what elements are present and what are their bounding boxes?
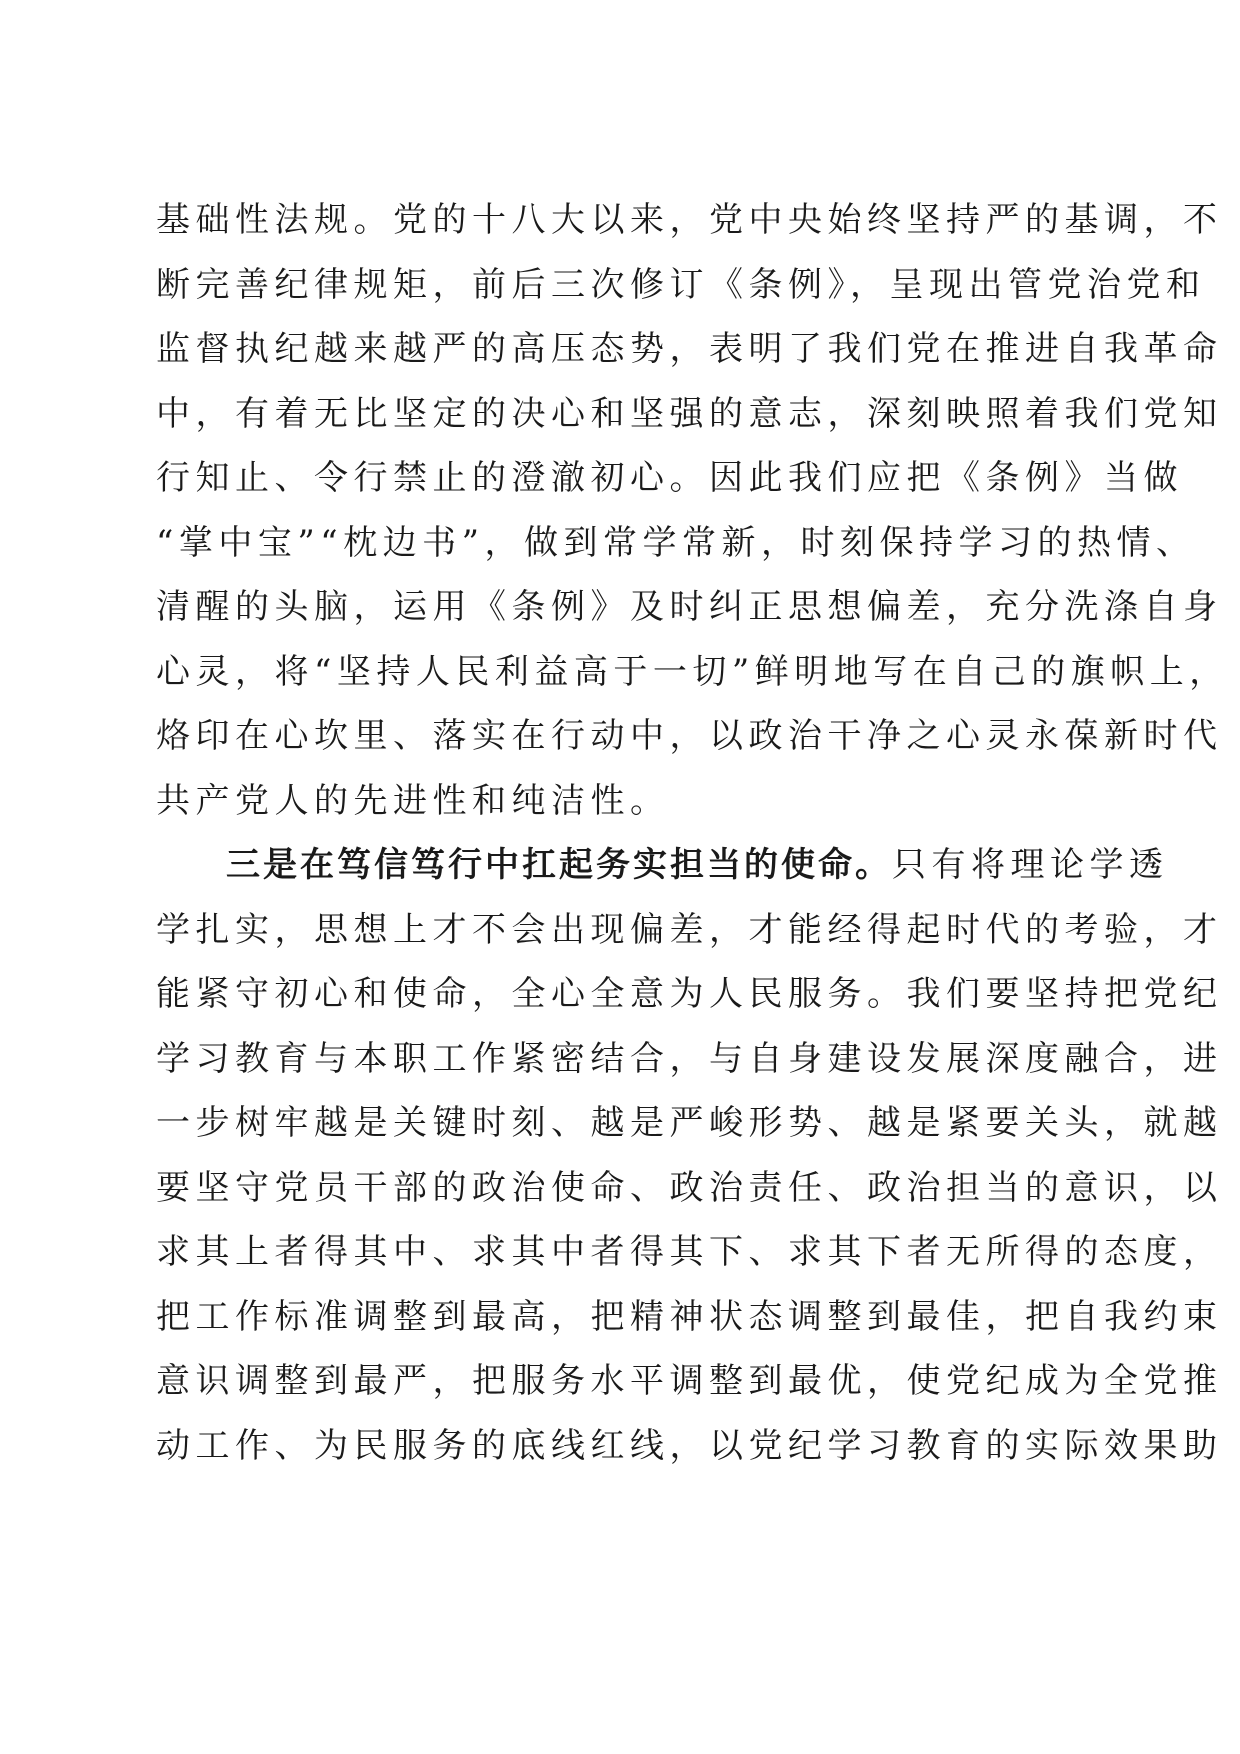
- text-line-first: [156, 833, 1169, 898]
- section-heading: 三是在笃信笃行中扛起务实担当的使命。: [226, 845, 892, 885]
- text-line: 把工作标准调整到最高，把精神状态调整到最佳，把自我约束: [156, 1296, 1223, 1337]
- text-line: 能紧守初心和使命，全心全意为人民服务。我们要坚持把党纪: [156, 974, 1223, 1014]
- paragraph-2: [156, 833, 1223, 1478]
- text-line: 断完善纪律规矩，前后三次修订《条例》，呈现出管党治党和: [156, 264, 1206, 305]
- text-line: 学扎实，思想上才不会出现偏差，才能经得起时代的考验，才: [156, 909, 1223, 950]
- text-line: “掌中宝”“枕边书”，做到常学常新，时刻保持学习的热情、: [156, 522, 1196, 563]
- text-line: 监督执纪越来越严的高压态势，表明了我们党在推进自我革命: [156, 329, 1223, 369]
- text-line: 学习教育与本职工作紧密结合，与自身建设发展深度融合，进: [156, 1038, 1223, 1079]
- text-line: 求其上者得其中、求其中者得其下、求其下者无所得的态度，: [156, 1232, 1223, 1272]
- text-line: 基础性法规。党的十八大以来，党中央始终坚持严的基调，不: [156, 200, 1223, 240]
- paragraph-1: [156, 188, 1229, 833]
- text-line: 烙印在心坎里、落实在行动中，以政治干净之心灵永葆新时代: [156, 716, 1223, 756]
- text-line: 中，有着无比坚定的决心和坚强的意志，深刻映照着我们党知: [156, 393, 1223, 434]
- text-line: 意识调整到最严，把服务水平调整到最优，使党纪成为全党推: [156, 1361, 1223, 1401]
- document-body: [156, 188, 1229, 1478]
- text-line: 共产党人的先进性和纯洁性。: [156, 780, 670, 821]
- text-line: 一步树牢越是关键时刻、越是严峻形势、越是紧要关头，就越: [156, 1103, 1223, 1143]
- text-line: 心灵，将“坚持人民利益高于一切”鲜明地写在自己的旗帜上，: [156, 651, 1229, 692]
- text-line: 行知止、令行禁止的澄澈初心。因此我们应把《条例》当做: [156, 458, 1183, 498]
- first-line-text: 只有将理论学透: [892, 845, 1169, 885]
- text-line: 清醒的头脑，运用《条例》及时纠正思想偏差，充分洗涤自身: [156, 587, 1223, 627]
- text-line: 动工作、为民服务的底线红线，以党纪学习教育的实际效果助: [156, 1425, 1223, 1466]
- text-line: 要坚守党员干部的政治使命、政治责任、政治担当的意识，以: [156, 1167, 1223, 1208]
